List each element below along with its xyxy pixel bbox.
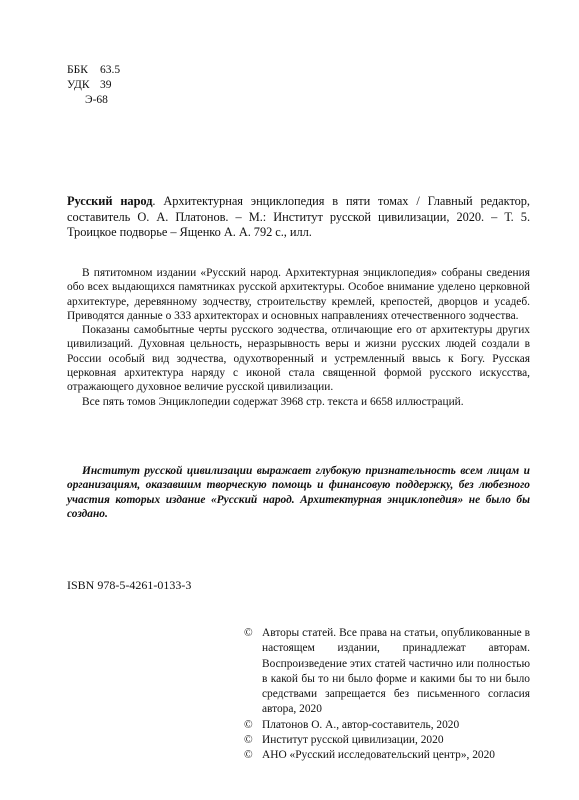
udk-label: УДК — [67, 79, 90, 91]
bbk-label: ББК — [67, 64, 88, 76]
copyright-text: Авторы статей. Все права на статьи, опубликованные в настоящем издании, принадлежат авторам. Воспроизведение этих статей частично или полностью в какой бы то ни было форме и какими бы то ни было средствами запрещается без письменного согласия автора, 2020 — [262, 627, 530, 716]
acknowledgement: Институт русской цивилизации выражает глубокую признательность всем лицам и организациям, оказавшим творческую помощь и финансовую поддержку, без любезного участия которых издание «Русский народ. Архитектурная энциклопедия» не было бы создано. — [67, 465, 530, 521]
copyright-block — [244, 626, 530, 764]
copyright-item — [244, 733, 530, 748]
author-mark: Э-68 — [85, 94, 108, 106]
copyright-item — [244, 748, 530, 763]
copyright-item — [244, 626, 530, 718]
abstract-paragraph: Показаны самобытные черты русского зодчества, отличающие его от архитектуры других цивилизаций. Духовная цельность, неразрывность веры и жизни русских людей создали в России особый вид зодчества, одухотворенный и устремленный ввысь к Богу. Русская церковная архитектура наряду с иконой стала священной формой русского искусства, отражающего духовное величие русской цивилизации. — [67, 324, 530, 394]
copyright-text: АНО «Русский исследовательский центр», 2020 — [262, 749, 495, 762]
copyright-symbol: © — [244, 627, 253, 639]
abstract-paragraph: Все пять томов Энциклопедии содержат 3968 стр. текста и 6658 иллюстраций. — [82, 395, 464, 408]
copyright-text: Платонов О. А., автор-составитель, 2020 — [262, 718, 460, 731]
bbk-value: 63.5 — [100, 64, 121, 76]
book-description: . Архитектурная энциклопедия в пяти томах / Главный редактор, составитель О. А. Платонов. – М.: Институт русской цивилизации, 2020. – Т. 5. Троицкое подворье – Ященко А. А. 792 с., илл. — [67, 194, 530, 240]
udk-row — [67, 78, 530, 93]
abstract-paragraph: В пятитомном издании «Русский народ. Архитектурная энциклопедия» собраны сведения обо всех выдающихся памятниках русской архитектуры. Особое внимание уделено церковной архитектуре, деревянному зодчеству, строительству кремлей, крепостей, дворцов и усадеб. Приводятся данные о 333 архитекторах и основных направлениях отечественного зодчества. — [67, 267, 530, 322]
copyright-symbol: © — [244, 749, 253, 762]
isbn: ISBN 978-5-4261-0133-3 — [67, 578, 192, 592]
abstract — [67, 266, 530, 409]
udk-value: 39 — [100, 79, 112, 91]
bibliographic-description — [67, 194, 530, 241]
copyright-text: Институт русской цивилизации, 2020 — [262, 734, 444, 747]
classification-block — [67, 63, 530, 108]
author-mark-row — [67, 93, 530, 108]
copyright-symbol: © — [244, 734, 253, 747]
copyright-item — [244, 718, 530, 733]
bbk-row — [67, 63, 530, 78]
book-title: Русский народ — [67, 194, 153, 208]
copyright-symbol: © — [244, 718, 253, 731]
